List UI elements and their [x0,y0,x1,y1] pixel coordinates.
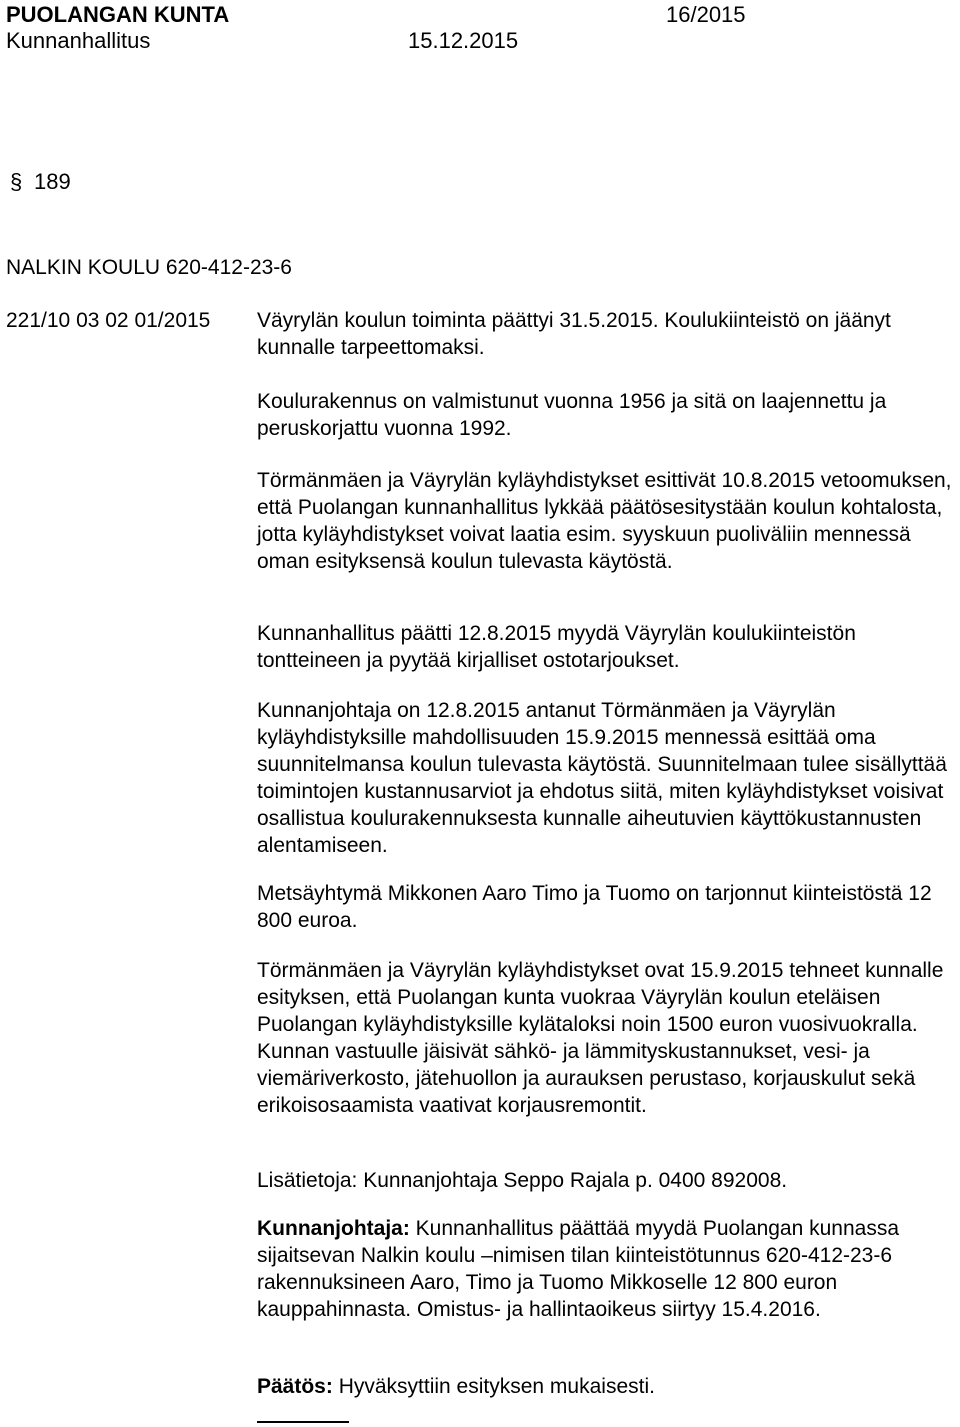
item-title: NALKIN KOULU 620-412-23-6 [6,256,292,279]
body-paragraph-5: Kunnanjohtaja on 12.8.2015 antanut Törmänmäen ja Väyrylän kyläyhdistyksille mahdollisuuden 15.9.2015 mennessä esittää oma suunnitelmansa koulun tulevasta käytöstä. Suunnitelmaan tulee sisällyttää toimintojen kustannusarviot ja ehdotus siitä, miten kyläyhdistykset voisivat osallistua koulurakennuksesta kunnalle aiheutuvien käyttökustannusten alentamiseen. [257,699,947,857]
decision-label: Päätös: [257,1375,333,1398]
contact-info: Lisätietoja: Kunnanjohtaja Seppo Rajala p. 0400 892008. [257,1169,788,1192]
section-mark: § [10,169,23,194]
proposal-text: Kunnanhallitus päättää myydä Puolangan kunnassa sijaitsevan Nalkin koulu –nimisen tilan kiinteistötunnus 620-412-23-6 rakennuksineen Aaro, Timo ja Tuomo Mikkoselle 12 800 euron kauppahinnasta. Omistus- ja hallintaoikeus siirtyy 15.4.2016. [257,1217,900,1321]
section-number: 189 [34,169,71,194]
body-paragraph-1: Väyrylän koulun toiminta päättyi 31.5.2015. Koulukiinteistö on jäänyt kunnalle tarpeettomaksi. [257,309,891,359]
document-number: 16/2015 [666,2,746,27]
decision [257,1373,959,1400]
municipality-name: PUOLANGAN KUNTA [6,2,230,27]
decision-text: Hyväksyttiin esityksen mukaisesti. [332,1375,655,1398]
body-paragraph-6: Metsäyhtymä Mikkonen Aaro Timo ja Tuomo on tarjonnut kiinteistöstä 12 800 euroa. [257,882,932,932]
body-paragraph-2: Koulurakennus on valmistunut vuonna 1956 ja sitä on laajennettu ja peruskorjattu vuonna 1992. [257,390,887,440]
signature-rule [257,1421,349,1423]
diary-number: 221/10 03 02 01/2015 [6,309,211,332]
proposal [257,1215,959,1323]
body-paragraph-3: Törmänmäen ja Väyrylän kyläyhdistykset esittivät 10.8.2015 vetoomuksen, että Puolangan kunnanhallitus lykkää päätösesitystään koulun kohtalosta, jotta kyläyhdistykset voivat laatia esim. syyskuun puoliväliin mennessä oman esityksensä koulun tulevasta käytöstä. [257,469,952,573]
meeting-body: Kunnanhallitus [6,28,151,53]
proposal-label: Kunnanjohtaja: [257,1217,410,1240]
meeting-date: 15.12.2015 [408,28,519,53]
body-paragraph-7: Törmänmäen ja Väyrylän kyläyhdistykset ovat 15.9.2015 tehneet kunnalle esityksen, että Puolangan kunta vuokraa Väyrylän koulun eteläisen Puolangan kyläyhdistyksille kylätaloksi noin 1500 euron vuosivuokralla. Kunnan vastuulle jäisivät sähkö- ja lämmityskustannukset, vesi- ja viemäriverkosto, jätehuollon ja aurauksen perustaso, korjauskulut sekä erikoisosaamista vaativat korjausremontit. [257,959,944,1117]
body-paragraph-4: Kunnanhallitus päätti 12.8.2015 myydä Väyrylän koulukiinteistön tontteineen ja pyytää kirjalliset ostotarjoukset. [257,622,856,672]
